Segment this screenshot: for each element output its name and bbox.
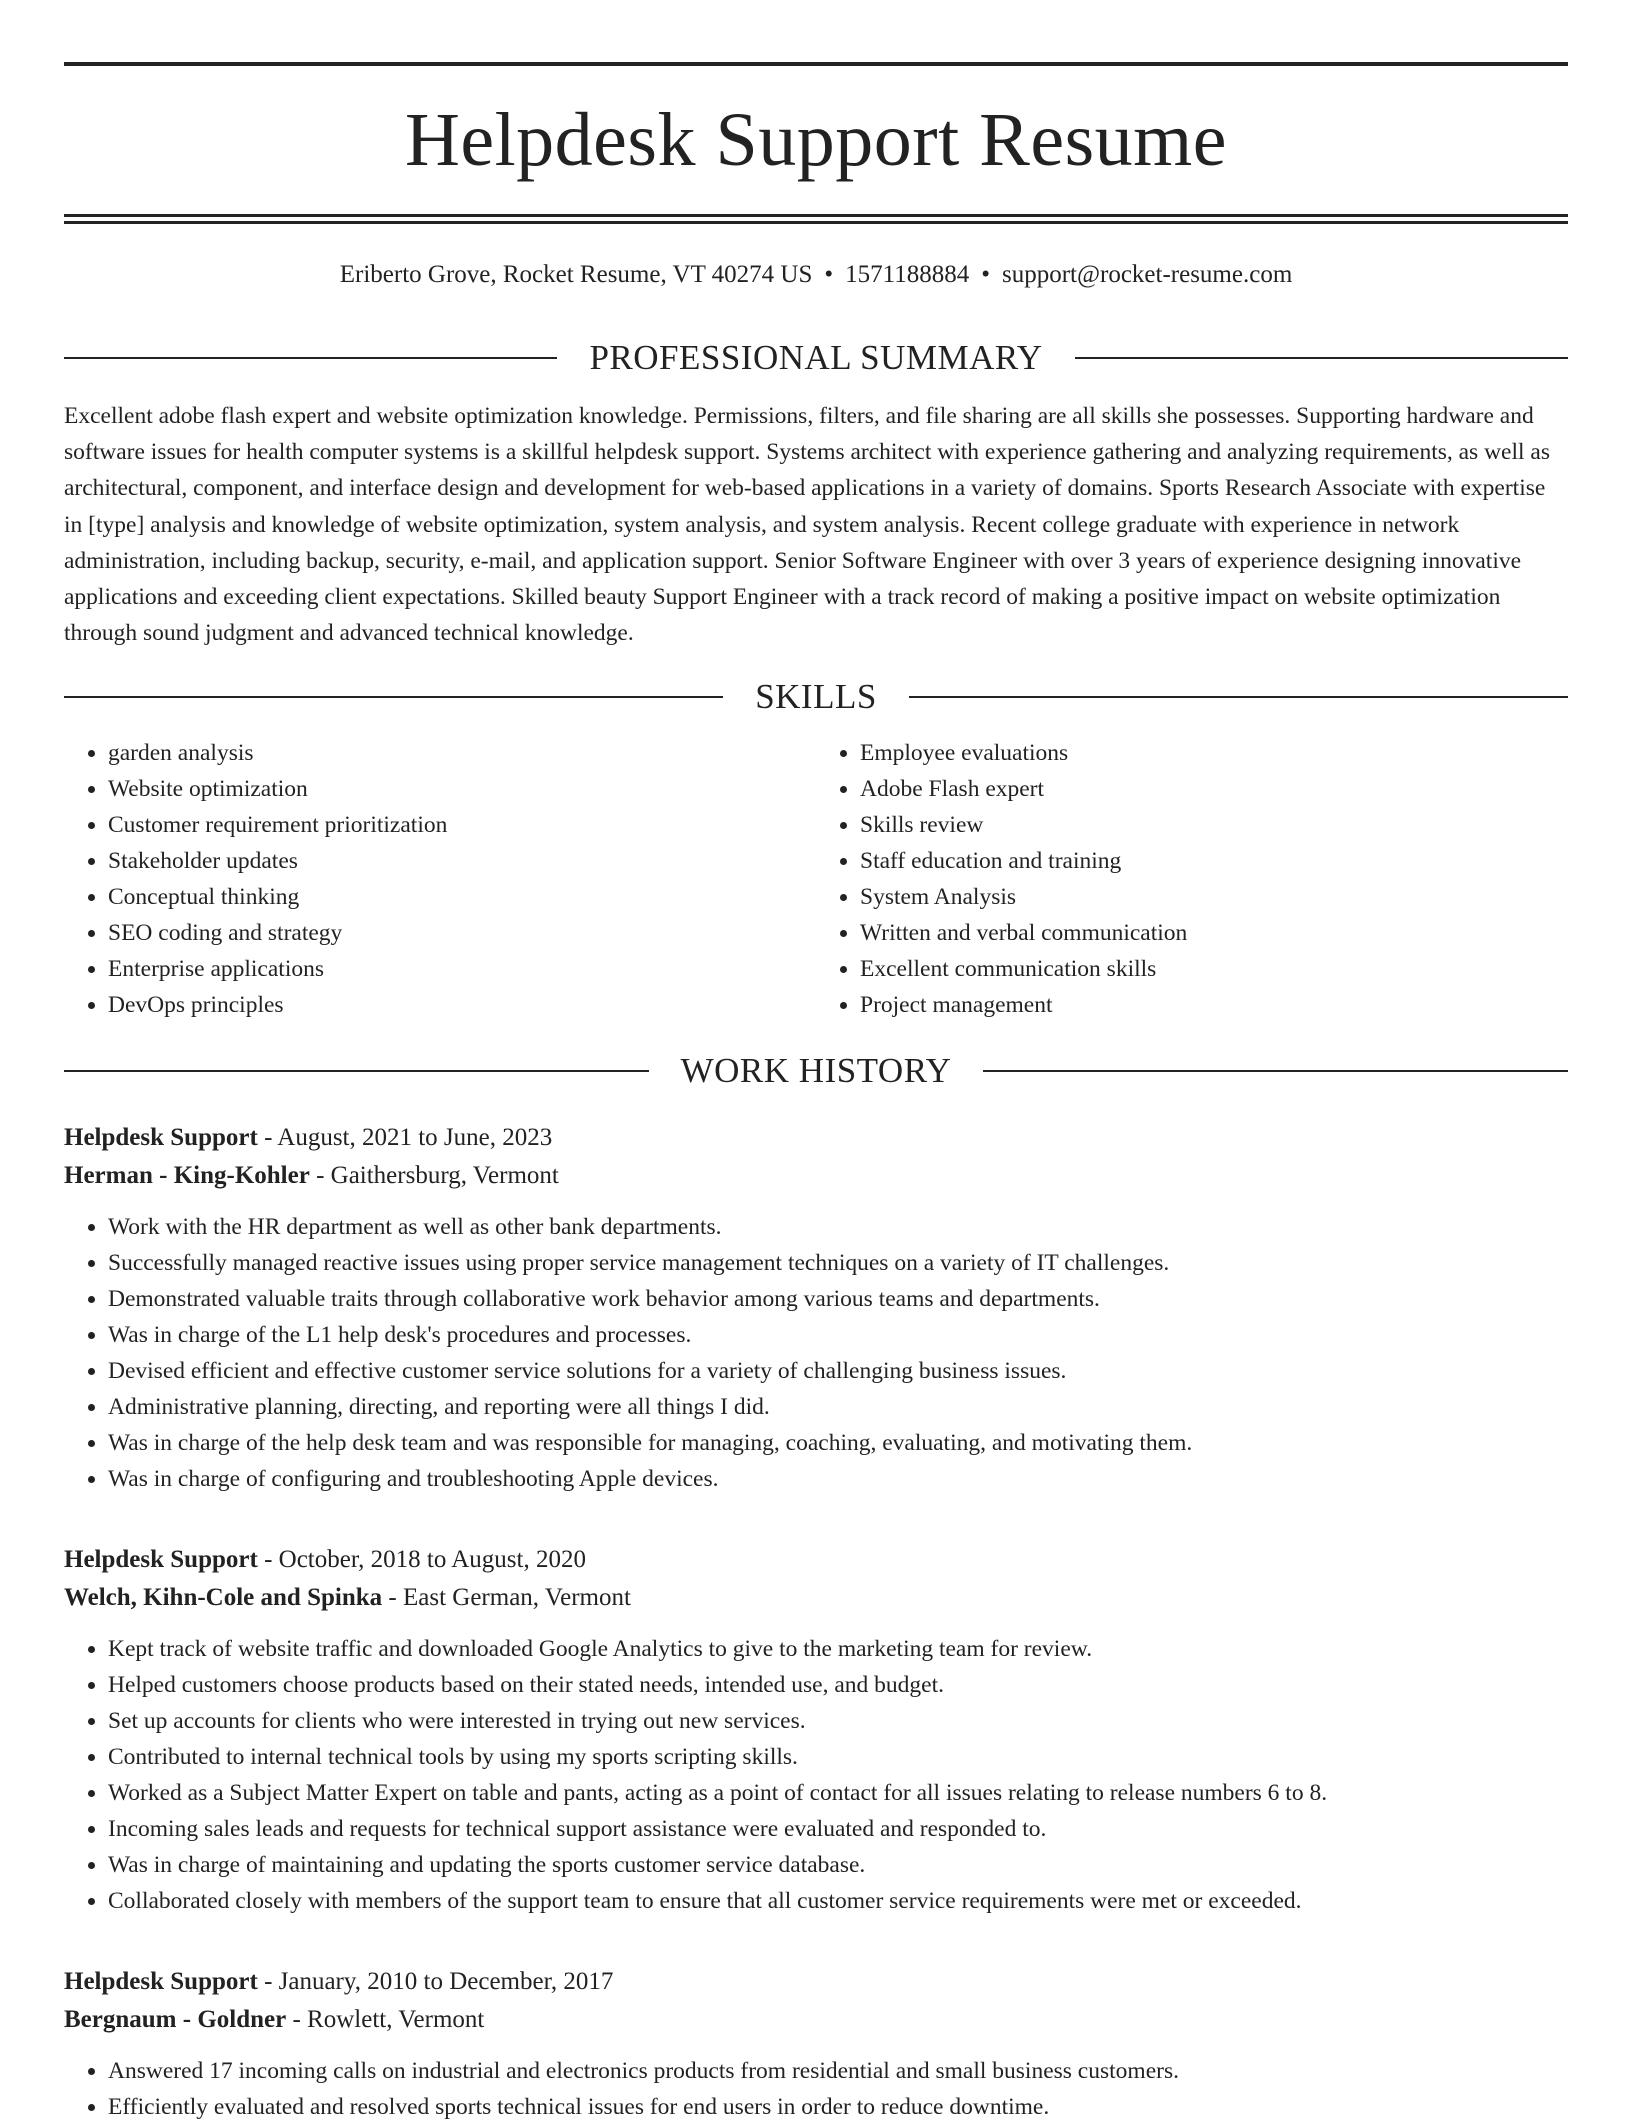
skill-item: • Enterprise applications (108, 951, 816, 987)
job-bullet: • Helped customers choose products based on their stated needs, intended use, and budget. (108, 1667, 1568, 1703)
job-bullets (64, 1631, 1568, 1919)
job-location: - Gaithersburg, Vermont (309, 1161, 559, 1189)
job-bullet: • Worked as a Subject Matter Expert on table and pants, acting as a point of contact for all issues relating to release numbers 6 to 8. (108, 1775, 1568, 1811)
job-dates: - October, 2018 to August, 2020 (257, 1545, 586, 1573)
section-header-work (64, 1049, 1568, 1093)
section-header-summary (64, 336, 1568, 380)
skill-item: • Written and verbal communication (860, 915, 1568, 951)
job-bullet: • Was in charge of the L1 help desk's procedures and processes. (108, 1317, 1568, 1353)
job-role: Helpdesk Support (64, 1123, 258, 1151)
job-bullets (64, 1209, 1568, 1497)
section-rule-left (64, 357, 557, 359)
contact-phone: 1571188884 (845, 261, 970, 288)
job-bullet: • Contributed to internal technical tools by using my sports scripting skills. (108, 1739, 1568, 1775)
job-bullet: • Collaborated closely with members of the support team to ensure that all customer service requirements were met or exceeded. (108, 1883, 1568, 1919)
job-entry (64, 1119, 1568, 1497)
job-role: Helpdesk Support (64, 1545, 258, 1573)
contact-line (64, 258, 1568, 292)
contact-email: support@rocket-resume.com (1001, 261, 1293, 288)
job-entry (64, 1963, 1568, 2125)
summary-paragraph: Excellent adobe flash expert and website optimization knowledge. Permissions, filters, and file sharing are all skills she possesses. Supporting hardware and software issues for health computer systems is a skillful helpdesk support. Systems architect with experience gathering and analyzing requirements, as well as architectural, component, and interface design and development for web-based applications in a variety of domains. Sports Research Associate with expertise in [type] analysis and knowledge of website optimization, system analysis, and system analysis. Recent college graduate with experience in network administration, including backup, security, e-mail, and application support. Senior Software Engineer with over 3 years of experience designing innovative applications and exceeding client expectations. Skilled beauty Support Engineer with a track record of making a positive impact on website optimization through sound judgment and advanced technical knowledge. (64, 403, 1550, 647)
contact-separator: • (824, 261, 834, 288)
title-double-rule (64, 214, 1568, 224)
skill-item: • Staff education and training (860, 843, 1568, 879)
job-company: Bergnaum - Goldner (64, 2005, 287, 2033)
job-bullet: • Incoming sales leads and requests for technical support assistance were evaluated and responded to. (108, 1811, 1568, 1847)
skill-item: • Stakeholder updates (108, 843, 816, 879)
job-location: - Rowlett, Vermont (286, 2005, 485, 2033)
top-rule (64, 62, 1568, 66)
job-company-line (64, 1157, 1568, 1195)
skill-item: • Website optimization (108, 771, 816, 807)
work-history-list (64, 1119, 1568, 2125)
job-dates: - January, 2010 to December, 2017 (257, 1967, 614, 1995)
section-title-skills: SKILLS (755, 676, 877, 716)
section-rule-right (909, 696, 1568, 698)
job-bullet: • Efficiently evaluated and resolved sports technical issues for end users in order to reduce downtime. (108, 2089, 1568, 2125)
section-rule-right (1075, 357, 1568, 359)
skill-item: • Employee evaluations (860, 735, 1568, 771)
job-title-line (64, 1541, 1568, 1579)
resume-page (64, 0, 1568, 2125)
skill-item: • Adobe Flash expert (860, 771, 1568, 807)
skill-item: • garden analysis (108, 735, 816, 771)
skill-item: • Conceptual thinking (108, 879, 816, 915)
section-rule-left (64, 1070, 649, 1072)
skills-list (64, 735, 1568, 1023)
job-bullet: • Demonstrated valuable traits through collaborative work behavior among various teams and departments. (108, 1281, 1568, 1317)
job-bullet: • Kept track of website traffic and downloaded Google Analytics to give to the marketing team for review. (108, 1631, 1568, 1667)
job-bullet: • Was in charge of maintaining and updating the sports customer service database. (108, 1847, 1568, 1883)
job-company-line (64, 2001, 1568, 2039)
job-bullets (64, 2053, 1568, 2125)
job-role: Helpdesk Support (64, 1967, 258, 1995)
skills-column-right (816, 735, 1568, 1023)
job-dates: - August, 2021 to June, 2023 (257, 1123, 553, 1151)
section-header-skills (64, 675, 1568, 719)
skill-item: • Excellent communication skills (860, 951, 1568, 987)
job-company: Welch, Kihn-Cole and Spinka (64, 1583, 383, 1611)
section-rule-left (64, 696, 723, 698)
section-title-work: WORK HISTORY (680, 1050, 952, 1090)
job-company-line (64, 1579, 1568, 1617)
resume-title: Helpdesk Support Resume (404, 98, 1228, 182)
skill-item: • System Analysis (860, 879, 1568, 915)
job-bullet: • Answered 17 incoming calls on industrial and electronics products from residential and small business customers. (108, 2053, 1568, 2089)
job-bullet: • Successfully managed reactive issues using proper service management techniques on a variety of IT challenges. (108, 1245, 1568, 1281)
skill-item: • Customer requirement prioritization (108, 807, 816, 843)
skill-item: • SEO coding and strategy (108, 915, 816, 951)
skill-item: • Skills review (860, 807, 1568, 843)
skills-column-left (64, 735, 816, 1023)
job-location: - East German, Vermont (382, 1583, 631, 1611)
job-bullet: • Was in charge of configuring and troubleshooting Apple devices. (108, 1461, 1568, 1497)
contact-separator: • (981, 261, 990, 288)
job-bullet: • Devised efficient and effective customer service solutions for a variety of challenging business issues. (108, 1353, 1568, 1389)
section-title-summary: PROFESSIONAL SUMMARY (589, 338, 1043, 377)
job-company: Herman - King-Kohler (64, 1161, 310, 1189)
job-entry (64, 1541, 1568, 1919)
job-bullet: • Work with the HR department as well as other bank departments. (108, 1209, 1568, 1245)
job-bullet: • Set up accounts for clients who were interested in trying out new services. (108, 1703, 1568, 1739)
job-title-line (64, 1119, 1568, 1157)
skill-item: • DevOps principles (108, 987, 816, 1023)
job-bullet: • Was in charge of the help desk team and was responsible for managing, coaching, evaluating, and motivating them. (108, 1425, 1568, 1461)
skill-item: • Project management (860, 987, 1568, 1023)
job-title-line (64, 1963, 1568, 2001)
contact-address: Eriberto Grove, Rocket Resume, VT 40274 US (339, 261, 813, 288)
job-bullet: • Administrative planning, directing, and reporting were all things I did. (108, 1389, 1568, 1425)
section-rule-right (983, 1070, 1568, 1072)
